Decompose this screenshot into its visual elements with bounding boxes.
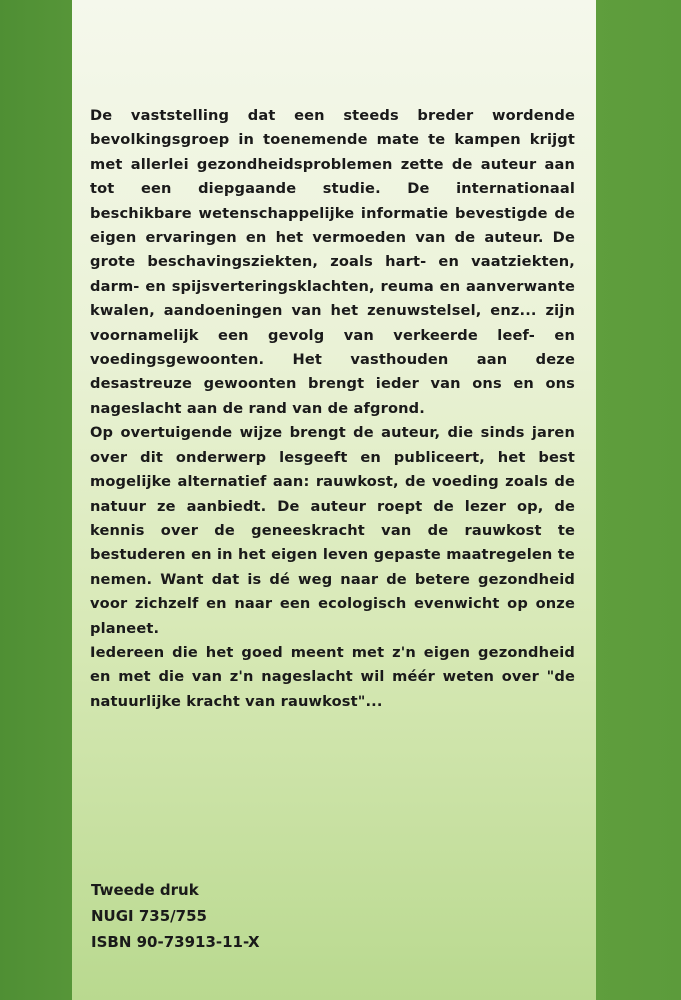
imprint-block	[91, 877, 260, 955]
blurb-paragraph-3: Iedereen die het goed meent met z'n eigen gezondheid en met die van z'n nageslacht wil méér weten over "de natuurlijke kracht van rauwkost"...	[90, 643, 575, 710]
edition-line: Tweede druk	[91, 881, 199, 899]
blurb-text	[90, 104, 575, 714]
blurb-paragraph-2: Op overtuigende wijze brengt de auteur, die sinds jaren over dit onderwerp lesgeeft en publiceert, het best mogelijke alternatief aan: rauwkost, de voeding zoals de natuur ze aanbiedt. De auteur roept de lezer op, de kennis over de geneeskracht van de rauwkost te bestuderen en in het eigen leven gepaste maatregelen te nemen. Want dat is dé weg naar de betere gezondheid voor zichzelf en naar een ecologisch evenwicht op onze planeet.	[90, 424, 575, 637]
blurb-paragraph-1: De vaststelling dat een steeds breder wordende bevolkingsgroep in toenemende mate te kampen krijgt met allerlei gezondheidsproblemen zette de auteur aan tot een diepgaande studie. De internationaal beschikbare wetenschappelijke informatie bevestigde de eigen ervaringen en het vermoeden van de auteur. De grote beschavingsziekten, zoals hart- en vaatziekten, darm- en spijsverteringsklachten, reuma en aanverwante kwalen, aandoeningen van het zenuwstelsel, enz... zijn voornamelijk een gevolg van verkeerde leef- en voedingsgewoonten. Het vasthouden aan deze desastreuze gewoonten brengt ieder van ons en ons nageslacht aan de rand van de afgrond.	[90, 107, 575, 417]
nugi-line: NUGI 735/755	[91, 907, 207, 925]
isbn-line: ISBN 90-73913-11-X	[91, 933, 260, 951]
